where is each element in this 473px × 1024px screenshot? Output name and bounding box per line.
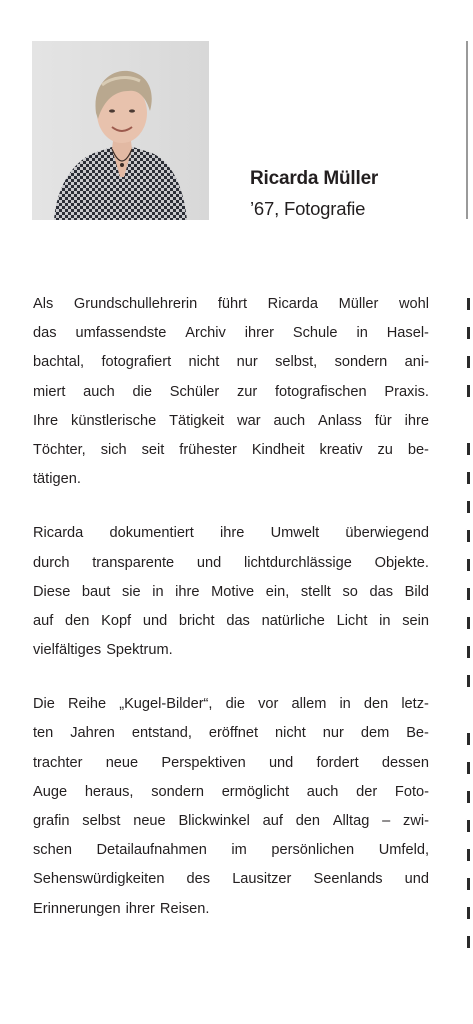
word: Be- xyxy=(406,725,429,742)
word: den xyxy=(65,612,90,629)
word: baut xyxy=(81,583,111,600)
word: – xyxy=(382,813,391,829)
word: nicht xyxy=(275,725,306,742)
word: persönlichen xyxy=(271,842,355,859)
text-line xyxy=(33,719,429,748)
word: zwi- xyxy=(403,813,429,829)
word: auch xyxy=(306,783,339,800)
text-line xyxy=(33,836,429,865)
word: Praxis. xyxy=(384,383,429,400)
word: sie xyxy=(121,583,141,600)
word: Umfeld, xyxy=(378,842,429,859)
word: ihre xyxy=(220,525,245,542)
word: so xyxy=(342,583,358,600)
word: Seenlands xyxy=(313,871,383,888)
text-line xyxy=(33,607,429,636)
word: schen xyxy=(33,842,72,859)
word: auch xyxy=(83,383,115,400)
text-line xyxy=(33,690,429,719)
word: des xyxy=(186,871,211,888)
word: Bild xyxy=(404,583,429,600)
text-line xyxy=(33,290,429,319)
word: im xyxy=(231,842,247,859)
word: Töchter, xyxy=(33,441,86,458)
word: nur xyxy=(236,354,258,371)
word: Diese xyxy=(33,583,71,600)
word: in xyxy=(152,583,164,600)
word: ein, xyxy=(265,583,290,600)
word: Licht xyxy=(336,612,368,629)
word: das xyxy=(33,325,57,342)
word: kreativ xyxy=(319,441,363,458)
word: eröffnet xyxy=(208,725,259,742)
word: Schüler xyxy=(169,383,220,400)
word: in xyxy=(379,612,391,629)
text-line xyxy=(33,319,429,348)
word: Umwelt xyxy=(270,525,320,542)
word: Kindheit xyxy=(251,441,305,458)
word: vor xyxy=(258,696,279,713)
word: Schule xyxy=(292,325,338,342)
word: ihre xyxy=(404,412,429,429)
word: heraus, xyxy=(84,783,134,800)
word: Auge xyxy=(33,783,68,800)
word: das xyxy=(226,612,250,629)
word: selbst xyxy=(82,813,121,829)
text-line xyxy=(33,807,429,836)
word: nur xyxy=(322,725,344,742)
word: auch xyxy=(273,412,306,429)
word: Ihre xyxy=(33,412,59,429)
text-line xyxy=(33,519,429,548)
word: dem xyxy=(360,725,390,742)
word: bricht xyxy=(178,612,215,629)
word: das xyxy=(369,583,394,600)
portrait-photo xyxy=(32,41,209,220)
text-line xyxy=(33,549,429,578)
word: Motive xyxy=(211,583,255,600)
text-line xyxy=(33,865,429,894)
word: dokumentiert xyxy=(109,525,194,542)
word: künstlerische xyxy=(71,412,157,429)
person-name: Ricarda Müller xyxy=(250,168,379,189)
word: allem xyxy=(291,696,327,713)
word: Archiv xyxy=(185,325,226,342)
word: der xyxy=(356,783,378,800)
word: Müller xyxy=(338,296,379,312)
word: auf xyxy=(262,813,283,829)
word: Tätigkeit xyxy=(169,412,225,429)
word: und xyxy=(196,554,222,571)
word: Kopf xyxy=(101,612,132,629)
word: die xyxy=(132,383,153,400)
word: nicht xyxy=(188,354,220,371)
word: Lausitzer xyxy=(232,871,292,888)
word: Alltag xyxy=(332,813,370,829)
paragraph-1 xyxy=(33,290,429,494)
word: Die xyxy=(33,696,55,713)
word: letz- xyxy=(401,696,429,713)
word: Detailaufnahmen xyxy=(96,842,207,859)
word: Grundschullehrerin xyxy=(73,296,198,312)
word: sondern xyxy=(334,354,388,371)
word: zur xyxy=(236,383,258,400)
word: fordert xyxy=(316,754,359,771)
word: durch xyxy=(33,554,70,571)
portrait-illustration xyxy=(32,41,209,220)
word: und xyxy=(268,754,294,771)
word: zu xyxy=(377,441,393,458)
word: Als xyxy=(33,296,54,312)
word: entstand, xyxy=(131,725,192,742)
word: neue xyxy=(105,754,139,771)
word: in xyxy=(339,696,351,713)
word: miert xyxy=(33,383,66,400)
word: fotografiert xyxy=(101,354,172,371)
word: lichtdurchlässige xyxy=(243,554,352,571)
word: natürliche xyxy=(261,612,325,629)
word: sein xyxy=(402,612,429,629)
word: „Kugel-Bilder“, xyxy=(119,696,213,713)
text-line xyxy=(33,407,429,436)
word: den xyxy=(295,813,321,829)
text-line: tätigen. xyxy=(33,471,81,488)
word: führt xyxy=(217,296,248,312)
word: frühester xyxy=(179,441,237,458)
biography-text xyxy=(33,290,429,949)
word: überwiegend xyxy=(345,525,429,542)
text-line: Erinnerungen ihrer Reisen. xyxy=(33,900,210,917)
column-divider xyxy=(466,41,468,219)
word: Sehenswürdigkeiten xyxy=(33,871,165,888)
word: bachtal, xyxy=(33,354,85,371)
word: Jahren xyxy=(70,725,115,742)
word: seit xyxy=(141,441,165,458)
word: stellt xyxy=(300,583,331,600)
word: Perspektiven xyxy=(161,754,246,771)
text-line xyxy=(33,378,429,407)
word: Ricarda xyxy=(267,296,318,312)
text-line xyxy=(33,348,429,377)
word: sich xyxy=(100,441,127,458)
word: für xyxy=(374,412,392,429)
word: ten xyxy=(33,725,54,742)
word: ihre xyxy=(175,583,200,600)
word: umfassendste xyxy=(75,325,167,342)
word: den xyxy=(363,696,389,713)
word: ihrer xyxy=(244,325,274,342)
word: ani- xyxy=(404,354,429,371)
word: Objekte. xyxy=(374,554,429,571)
text-line: vielfältiges Spektrum. xyxy=(33,642,173,659)
text-line xyxy=(33,436,429,465)
text-line xyxy=(33,778,429,807)
word: Hasel- xyxy=(386,325,429,342)
word: Foto- xyxy=(394,783,429,800)
person-subtitle: ’67, Fotografie xyxy=(250,198,366,219)
word: ermöglicht xyxy=(221,783,290,800)
word: auf xyxy=(33,612,54,629)
word: Anlass xyxy=(318,412,362,429)
paragraph-3 xyxy=(33,690,429,924)
word: fotografischen xyxy=(274,383,367,400)
word: grafin xyxy=(33,813,70,829)
adjacent-column-fragment xyxy=(466,290,473,990)
word: transparente xyxy=(92,554,175,571)
word: sondern xyxy=(151,783,204,800)
word: und xyxy=(404,871,429,888)
paragraph-2 xyxy=(33,519,429,665)
word: be- xyxy=(407,441,429,458)
word: dessen xyxy=(381,754,429,771)
word: Reihe xyxy=(67,696,107,713)
word: Ricarda xyxy=(33,525,84,542)
word: selbst, xyxy=(275,354,318,371)
word: wohl xyxy=(398,296,429,312)
word: und xyxy=(142,612,168,629)
text-line xyxy=(33,749,429,778)
word: die xyxy=(225,696,246,713)
word: Blickwinkel xyxy=(178,813,250,829)
word: war xyxy=(237,412,261,429)
word: trachter xyxy=(33,754,83,771)
text-line xyxy=(33,578,429,607)
word: in xyxy=(356,325,368,342)
word: neue xyxy=(133,813,166,829)
